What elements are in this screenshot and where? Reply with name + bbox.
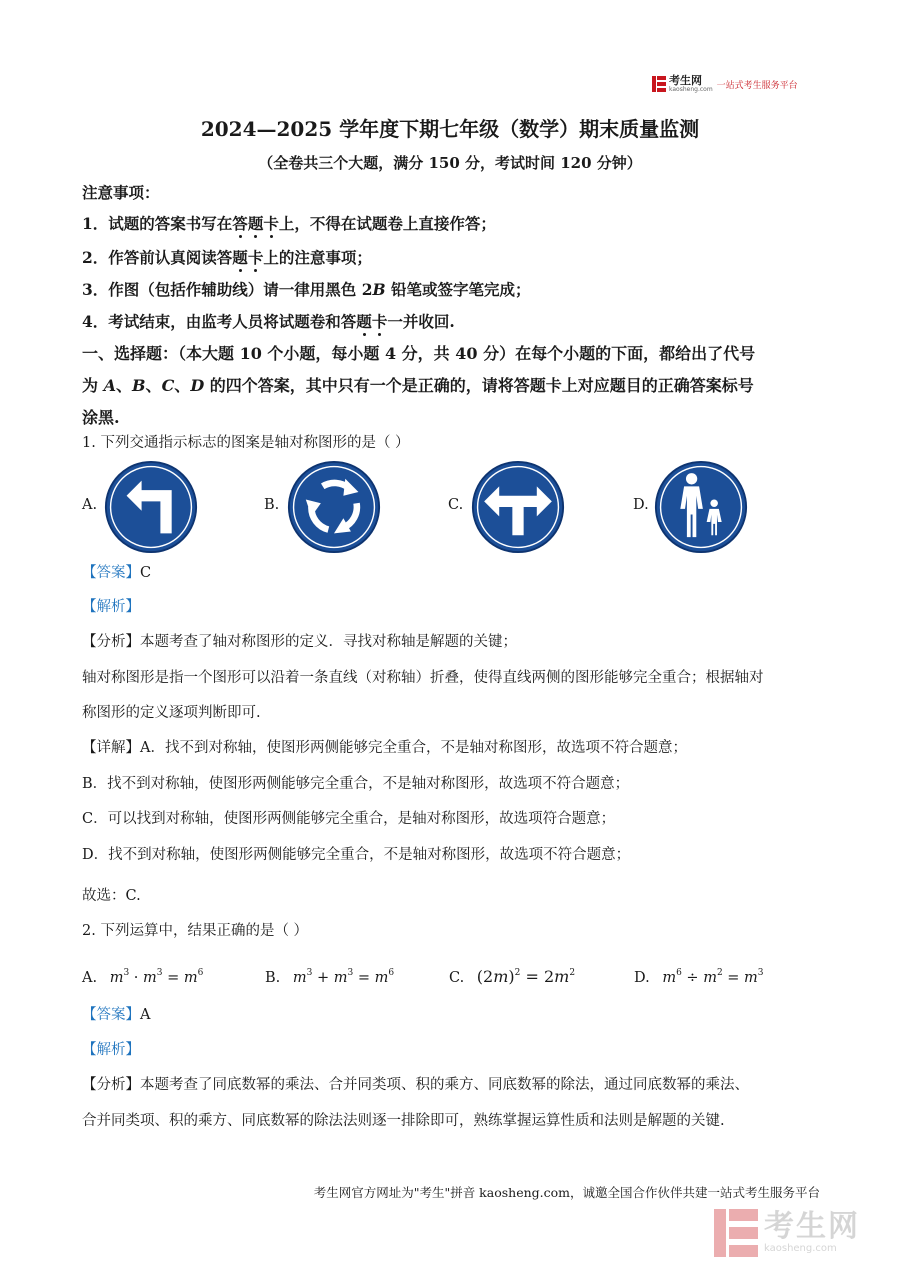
notes-heading: 注意事项：	[82, 183, 160, 202]
kaosheng-logo-icon	[652, 76, 666, 92]
section1-instructions: 一、选择题：（本大题 10 个小题，每小题 4 分，共 40 分）在每个小题的下面，都给出了代号 为 A、B、C、D 的四个答案，其中只有一个是正确的，请将答题卡上对应题目的正确答案标号 涂黑.	[82, 344, 756, 427]
note-3: 3．作图（包括作辅助线）请一律用黑色 2B 铅笔或签字笔完成；	[82, 280, 531, 299]
header-brand: 考生网 kaosheng.com	[669, 74, 713, 93]
note-1: 1．试题的答案书写在答题卡上，不得在试题卷上直接作答；	[82, 214, 496, 233]
q2-option-b: B. $m^3 + m^3 = m^6$	[265, 968, 395, 986]
q2-fenxi-line1: 【分析】本题考查了同底数幂的乘法、合并同类项、积的乘方、同底数幂的除法，通过同底数幂的乘法、	[82, 1077, 749, 1093]
q1-definition-line2: 称图形的定义逐项判断即可.	[82, 705, 261, 721]
fork-left-right-sign-icon	[471, 460, 565, 554]
watermark	[714, 1206, 884, 1260]
q1-option-b-label: B.	[264, 497, 280, 513]
q1-detail-c: C．可以找到对称轴，使图形两侧能够完全重合，是轴对称图形，故选项符合题意；	[82, 811, 616, 827]
q1-answer: 【答案】C	[82, 565, 152, 581]
q2-fenxi-line2: 合并同类项、积的乘方、同底数幂的除法法则逐一排除即可，熟练掌握运算性质和法则是解题的关键.	[82, 1113, 725, 1129]
q1-stem: 1. 下列交通指示标志的图案是轴对称图形的是（ ）	[82, 435, 410, 451]
q2-option-d: D. $m^6 \div m^2 = m^3$	[634, 968, 764, 986]
q1-fenxi: 【分析】本题考查了轴对称图形的定义．寻找对称轴是解题的关键；	[82, 634, 517, 650]
q2-option-c: C. $(2m)^2 = 2m^2$	[449, 967, 576, 986]
note-2: 2．作答前认真阅读答题卡上的注意事项；	[82, 248, 372, 267]
q1-conclusion: 故选：C.	[82, 888, 141, 904]
watermark-domain: kaosheng.com	[764, 1243, 837, 1254]
q2-stem: 2. 下列运算中，结果正确的是（ ）	[82, 923, 309, 939]
watermark-brand: 考生网	[764, 1209, 860, 1244]
q1-detail-d: D．找不到对称轴，使图形两侧能够完全重合，不是轴对称图形，故选项不符合题意；	[82, 847, 631, 863]
q1-analysis-tag: 【解析】	[82, 599, 140, 615]
q1-option-d-label: D.	[633, 497, 649, 513]
q2-answer: 【答案】A	[82, 1007, 151, 1023]
page-subtitle: （全卷共三个大题，满分 150 分，考试时间 120 分钟）	[258, 154, 642, 172]
q1-detail-a: 【详解】A．找不到对称轴，使图形两侧能够完全重合，不是轴对称图形，故选项不符合题意；	[82, 740, 687, 756]
roundabout-sign-icon	[287, 460, 381, 554]
q1-detail-b: B．找不到对称轴，使图形两侧能够完全重合，不是轴对称图形，故选项不符合题意；	[82, 776, 630, 792]
note-4: 4．考试结束，由监考人员将试题卷和答题卡一并收回.	[82, 312, 455, 331]
q2-analysis-tag: 【解析】	[82, 1042, 140, 1058]
header-slogan: 一站式考生服务平台	[716, 80, 798, 91]
q1-definition-line1: 轴对称图形是指一个图形可以沿着一条直线（对称轴）折叠，使得直线两侧的图形能够完全重合；根据轴对	[82, 670, 764, 686]
kaosheng-watermark-icon	[714, 1209, 758, 1257]
turn-left-sign-icon	[104, 460, 198, 554]
q2-option-a: A. $m^3 \cdot m^3 = m^6$	[82, 968, 204, 986]
pedestrian-sign-icon	[654, 460, 748, 554]
footer-text: 考生网官方网址为"考生"拼音 kaosheng.com，诚邀全国合作伙伴共建一站式考生服务平台	[313, 1185, 820, 1200]
page-title: 2024—2025 学年度下期七年级（数学）期末质量监测	[200, 117, 700, 141]
q1-option-c-label: C.	[448, 497, 464, 513]
header-logo	[652, 74, 798, 94]
q1-option-a-label: A.	[82, 497, 98, 513]
